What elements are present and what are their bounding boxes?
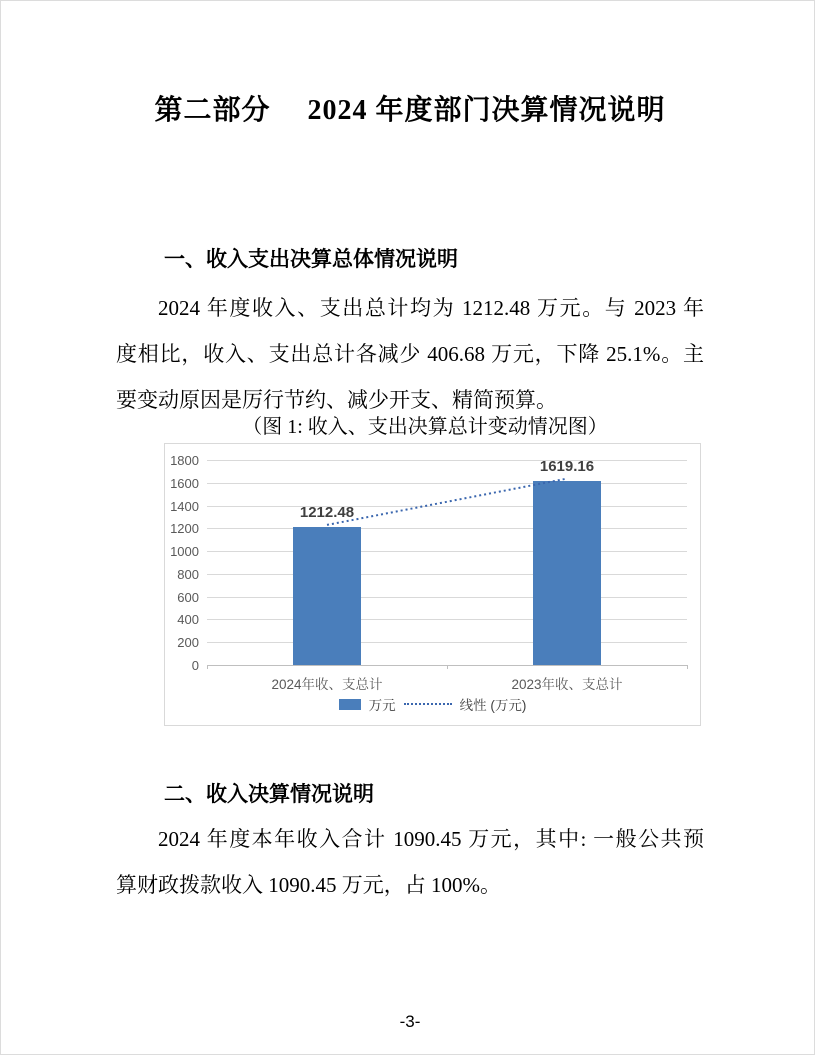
- x-axis-category-label: 2023年收、支总计: [511, 677, 623, 692]
- paragraph-line: 要变动原因是厉行节约、减少开支、精简预算。: [116, 388, 557, 412]
- trendline: [165, 444, 701, 726]
- section-1-paragraph: [116, 285, 704, 423]
- y-axis-tick-label: 1800: [170, 453, 199, 468]
- paragraph-line: 算财政拨款收入 1090.45 万元，占 100%。: [116, 873, 501, 897]
- y-axis-tick-label: 0: [191, 658, 199, 673]
- page-content: [1, 91, 814, 1034]
- page-number: -3-: [399, 1012, 421, 1031]
- document-title: 第二部分 2024 年度部门决算情况说明: [154, 95, 666, 126]
- y-axis-tick-label: 200: [177, 635, 199, 651]
- section-2-heading: 二、收入决算情况说明: [164, 783, 374, 806]
- paragraph-line: 2024 年度本年收入合计 1090.45 万元，其中: 一般公共预: [158, 827, 704, 851]
- legend-trendline-label: 线性 (万元): [459, 698, 527, 713]
- figure-caption: （图 1: 收入、支出决算总计变动情况图）: [242, 416, 608, 438]
- y-axis-tick-label: 400: [177, 612, 199, 628]
- legend-bar-swatch: [339, 699, 361, 710]
- legend-series-label: 万元: [368, 698, 396, 713]
- y-axis-tick-label: 1400: [170, 498, 199, 514]
- y-axis-tick-label: 600: [177, 589, 199, 605]
- section-2-paragraph: [116, 816, 704, 908]
- y-axis-tick-label: 1600: [170, 475, 199, 491]
- x-axis-category-label: 2024年收、支总计: [271, 677, 383, 692]
- paragraph-line: 度相比，收入、支出总计各减少 406.68 万元，下降 25.1%。主: [116, 342, 704, 366]
- chart-data-label: 1212.48: [299, 503, 355, 521]
- chart-legend: [165, 694, 700, 714]
- y-axis-tick-label: 800: [177, 566, 199, 582]
- chart-data-label: 1619.16: [539, 457, 595, 475]
- y-axis-tick-label: 1000: [170, 544, 199, 560]
- paragraph-line: 2024 年度收入、支出总计均为 1212.48 万元。与 2023 年: [158, 296, 704, 320]
- section-1-heading: 一、收入支出决算总体情况说明: [164, 248, 458, 271]
- figure-chart: [164, 443, 701, 726]
- legend-trendline-swatch: [404, 703, 452, 705]
- y-axis-tick-label: 1200: [170, 521, 199, 537]
